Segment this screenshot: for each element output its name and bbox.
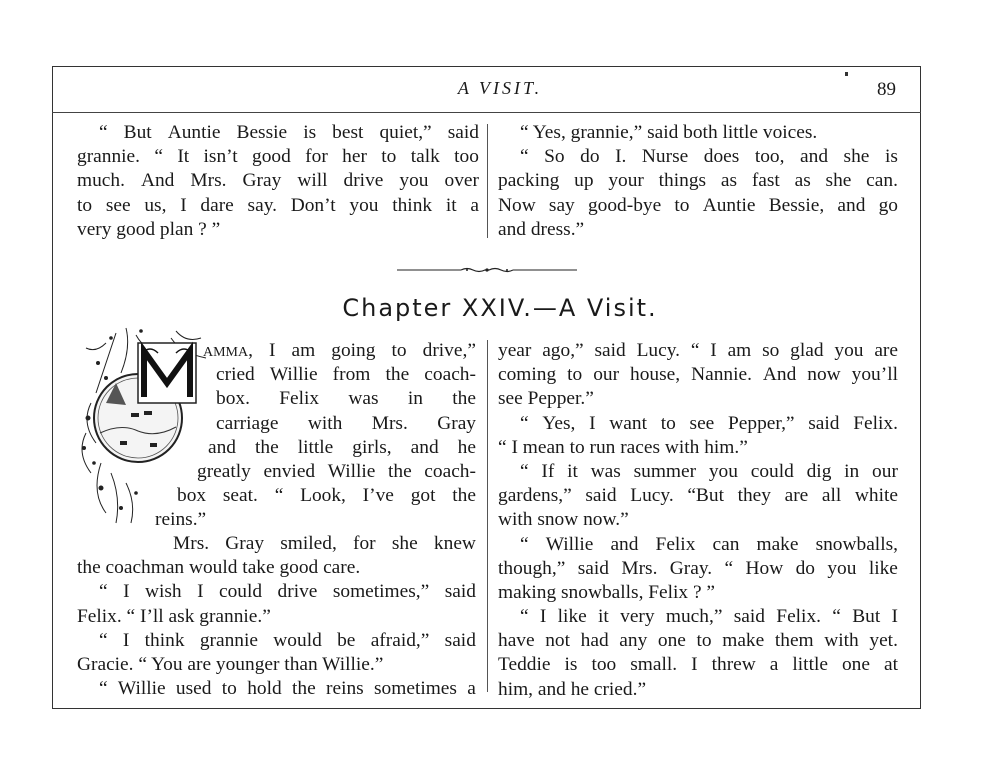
column-divider-bottom bbox=[487, 340, 488, 692]
word: are bbox=[874, 340, 898, 361]
word: grannie bbox=[199, 629, 258, 651]
word: fast bbox=[751, 170, 780, 192]
word: wish bbox=[144, 581, 182, 603]
word: and bbox=[800, 146, 829, 168]
word: our bbox=[593, 364, 620, 386]
word: am bbox=[291, 340, 316, 361]
word: go bbox=[878, 194, 898, 216]
word: a bbox=[470, 194, 479, 216]
word: see bbox=[105, 194, 131, 216]
word: “ bbox=[832, 606, 841, 628]
word: white bbox=[854, 485, 898, 507]
word: year bbox=[498, 340, 532, 361]
word: up bbox=[574, 170, 594, 192]
word: one bbox=[657, 630, 686, 652]
word: to bbox=[391, 340, 407, 361]
word: said bbox=[808, 412, 840, 434]
word: reins bbox=[326, 678, 364, 700]
word: much,” bbox=[665, 606, 723, 628]
word: does bbox=[703, 146, 740, 168]
word: you’ll bbox=[851, 364, 898, 386]
word: yet. bbox=[869, 630, 898, 652]
word: I bbox=[180, 194, 187, 216]
text-line bbox=[498, 412, 898, 436]
word: “ bbox=[99, 678, 108, 700]
word: And bbox=[140, 170, 175, 192]
word: afraid,” bbox=[370, 629, 430, 651]
word: so bbox=[762, 340, 780, 361]
word: now bbox=[807, 364, 841, 386]
text-line bbox=[177, 484, 476, 508]
text-line bbox=[498, 557, 898, 581]
word: was bbox=[590, 460, 621, 482]
word: you bbox=[349, 194, 379, 216]
word: best bbox=[332, 122, 364, 143]
word: do bbox=[795, 557, 815, 579]
text-line bbox=[77, 194, 479, 218]
word: things bbox=[658, 170, 707, 192]
word: with bbox=[824, 630, 859, 652]
word: you bbox=[834, 340, 864, 361]
text-line: see Pepper.” bbox=[498, 388, 594, 410]
word: the bbox=[255, 436, 279, 458]
word: Lucy. bbox=[636, 340, 680, 361]
word: Felix. bbox=[776, 606, 821, 628]
word: But bbox=[123, 122, 152, 143]
word: quiet,” bbox=[379, 122, 432, 143]
ornament-divider bbox=[397, 267, 577, 273]
word: all bbox=[821, 485, 842, 507]
word: drive bbox=[277, 581, 318, 603]
word: If bbox=[541, 460, 555, 482]
word: the bbox=[291, 678, 316, 700]
word: Gray. bbox=[669, 557, 713, 579]
word: to bbox=[381, 146, 397, 168]
word: “ bbox=[274, 485, 284, 507]
word: little bbox=[792, 654, 828, 676]
word: in bbox=[844, 460, 860, 482]
word: “ bbox=[520, 606, 529, 628]
word: with bbox=[307, 412, 343, 434]
text-line bbox=[498, 484, 898, 508]
word: Gray bbox=[437, 412, 476, 434]
word: from bbox=[332, 364, 371, 386]
word: in bbox=[407, 388, 423, 410]
word: amma, bbox=[203, 340, 253, 361]
text-line: and dress.” bbox=[498, 218, 585, 240]
top-right-column bbox=[498, 121, 898, 242]
text-line bbox=[77, 580, 476, 604]
word: was bbox=[348, 388, 379, 410]
running-title: A VISIT. bbox=[457, 78, 543, 98]
word: you bbox=[399, 170, 429, 192]
word: Bessie bbox=[236, 122, 288, 143]
text-line: with snow now.” bbox=[498, 509, 629, 531]
word: Mrs. bbox=[173, 533, 210, 554]
word: I bbox=[122, 629, 130, 651]
word: is bbox=[884, 146, 898, 168]
word: and bbox=[208, 436, 236, 458]
word: our bbox=[872, 460, 898, 482]
word: the bbox=[452, 485, 476, 507]
word: you bbox=[827, 557, 857, 579]
word: Pepper,” bbox=[728, 412, 795, 434]
word: packing bbox=[498, 170, 560, 192]
word: said bbox=[733, 606, 765, 628]
word: though,” bbox=[498, 557, 566, 579]
word: I bbox=[891, 606, 898, 628]
word: talk bbox=[410, 146, 440, 168]
word: threw bbox=[711, 654, 756, 676]
word: are bbox=[784, 485, 809, 507]
word: Mrs. bbox=[371, 412, 408, 434]
word: “ bbox=[99, 581, 108, 603]
word: used bbox=[175, 678, 212, 700]
page-number: 89 bbox=[877, 79, 896, 100]
word: dare bbox=[200, 194, 234, 216]
word: grannie. bbox=[77, 146, 140, 168]
word: one bbox=[841, 654, 870, 676]
word: to bbox=[674, 194, 690, 216]
word: dig bbox=[806, 460, 832, 482]
word: smiled, bbox=[280, 533, 337, 554]
word: Willie bbox=[327, 460, 376, 482]
word: it bbox=[598, 606, 609, 628]
word: she bbox=[843, 146, 870, 168]
word: I bbox=[539, 606, 547, 628]
word: as bbox=[720, 170, 738, 192]
word: But bbox=[852, 606, 881, 628]
column-divider-top bbox=[487, 124, 488, 238]
word: it bbox=[445, 194, 457, 216]
word: Nannie. bbox=[691, 364, 752, 386]
word: too, bbox=[754, 146, 785, 168]
word: “ bbox=[520, 412, 529, 434]
word: summer bbox=[633, 460, 697, 482]
word: sometimes bbox=[374, 678, 457, 700]
text-line bbox=[498, 629, 898, 653]
word: carriage bbox=[216, 412, 279, 434]
word: Now bbox=[498, 194, 536, 216]
text-line: the coachman would take good care. bbox=[77, 557, 361, 579]
word: drive,” bbox=[422, 340, 476, 361]
word: Look, bbox=[300, 485, 346, 507]
word: small. bbox=[630, 654, 678, 676]
word: “ bbox=[99, 629, 108, 651]
word: he bbox=[457, 436, 476, 458]
word: isn’t bbox=[203, 146, 238, 168]
word: seat. bbox=[222, 485, 258, 507]
word: And bbox=[762, 364, 797, 386]
word: they bbox=[737, 485, 771, 507]
word: house, bbox=[630, 364, 681, 386]
text-line: Felix. “ I’ll ask grannie.” bbox=[77, 605, 271, 627]
word: Don’t bbox=[290, 194, 336, 216]
text-line bbox=[208, 436, 476, 460]
word: to bbox=[567, 364, 583, 386]
word: want bbox=[609, 412, 647, 434]
word: box. bbox=[216, 388, 250, 410]
word: can bbox=[712, 533, 740, 555]
text-line bbox=[498, 460, 898, 484]
word: for bbox=[353, 533, 376, 554]
word: glad bbox=[790, 340, 824, 361]
word: knew bbox=[433, 533, 476, 554]
word: it bbox=[567, 460, 578, 482]
text-line bbox=[498, 363, 898, 387]
text-line: making snowballs, Felix ? ” bbox=[498, 581, 716, 603]
text-line bbox=[498, 194, 898, 218]
word: Bessie, bbox=[768, 194, 825, 216]
word: coach- bbox=[424, 460, 476, 482]
word: and bbox=[410, 436, 439, 458]
text-line bbox=[77, 121, 479, 145]
word: I bbox=[691, 654, 698, 676]
text-line bbox=[197, 460, 476, 484]
word: make bbox=[756, 533, 799, 555]
text-line bbox=[498, 169, 898, 193]
word: Felix bbox=[279, 388, 320, 410]
word: I bbox=[710, 340, 717, 361]
text-line bbox=[498, 339, 898, 363]
word: is bbox=[564, 654, 578, 676]
word: coach- bbox=[424, 364, 476, 386]
word: Gray bbox=[225, 533, 265, 554]
word: the bbox=[385, 364, 410, 386]
word: ago,” bbox=[542, 340, 584, 361]
word: to bbox=[221, 678, 237, 700]
word: say. bbox=[247, 194, 277, 216]
word: much. bbox=[77, 170, 125, 192]
word: the bbox=[388, 460, 412, 482]
word: think bbox=[392, 194, 433, 216]
bottom-left-column bbox=[77, 532, 476, 701]
word: for bbox=[305, 146, 328, 168]
word: be bbox=[337, 629, 356, 651]
word: said bbox=[447, 122, 479, 143]
word: Willie bbox=[117, 678, 166, 700]
word: she bbox=[391, 533, 418, 554]
text-line: “ I mean to run races with him.” bbox=[498, 436, 748, 458]
word: Felix. bbox=[853, 412, 898, 434]
text-line bbox=[498, 605, 898, 629]
word: Mrs. bbox=[621, 557, 658, 579]
word: to bbox=[660, 412, 676, 434]
word: said bbox=[444, 629, 476, 651]
word: Auntie bbox=[702, 194, 756, 216]
word: Willie bbox=[269, 364, 318, 386]
word: “ bbox=[520, 460, 529, 482]
word: good-bye bbox=[587, 194, 662, 216]
word: cried bbox=[216, 364, 255, 386]
text-line bbox=[77, 532, 476, 556]
word: and bbox=[837, 194, 866, 216]
word: Mrs. bbox=[190, 170, 227, 192]
word: said bbox=[577, 557, 609, 579]
word: said bbox=[585, 485, 617, 507]
word: have bbox=[498, 630, 535, 652]
word: girls, bbox=[352, 436, 392, 458]
word: Teddie bbox=[498, 654, 551, 676]
word: “But bbox=[687, 485, 724, 507]
word: very bbox=[620, 606, 655, 628]
word: too bbox=[591, 654, 617, 676]
word: and bbox=[610, 533, 639, 555]
word: can. bbox=[866, 170, 898, 192]
word: at bbox=[883, 654, 898, 676]
word: Auntie bbox=[167, 122, 221, 143]
word: “ bbox=[690, 340, 700, 361]
word: Willie bbox=[545, 533, 594, 555]
word: said bbox=[444, 581, 476, 603]
word: could bbox=[750, 460, 794, 482]
text-line bbox=[498, 653, 898, 677]
word: like bbox=[868, 557, 898, 579]
word: I bbox=[589, 412, 596, 434]
word: little bbox=[297, 436, 334, 458]
word: I bbox=[123, 581, 130, 603]
word: had bbox=[580, 630, 609, 652]
word: I’ve bbox=[362, 485, 394, 507]
text-line bbox=[77, 169, 479, 193]
word: her bbox=[342, 146, 367, 168]
word: will bbox=[297, 170, 328, 192]
word: “ bbox=[724, 557, 734, 579]
word: good bbox=[252, 146, 291, 168]
word: envied bbox=[263, 460, 316, 482]
text-line bbox=[77, 677, 476, 701]
word: us, bbox=[144, 194, 167, 216]
text-line bbox=[498, 145, 898, 169]
word: too bbox=[454, 146, 479, 168]
word: think bbox=[144, 629, 185, 651]
text-line: Gracie. “ You are younger than Willie.” bbox=[77, 653, 384, 675]
text-line: very good plan ? ” bbox=[77, 218, 221, 240]
word: I bbox=[197, 581, 204, 603]
word: Nurse bbox=[641, 146, 689, 168]
word: am bbox=[727, 340, 752, 361]
word: I bbox=[269, 340, 276, 361]
word: say bbox=[548, 194, 575, 216]
word: “ bbox=[520, 146, 529, 168]
word: I. bbox=[615, 146, 627, 168]
word: any bbox=[619, 630, 648, 652]
text-line: him, and he cried.” bbox=[498, 678, 647, 700]
word: your bbox=[608, 170, 644, 192]
word: How bbox=[745, 557, 784, 579]
word: box bbox=[177, 485, 207, 507]
word: sometimes,” bbox=[332, 581, 430, 603]
word: snowballs, bbox=[815, 533, 898, 555]
word: a bbox=[467, 678, 476, 700]
word: like bbox=[557, 606, 587, 628]
word: said bbox=[594, 340, 626, 361]
text-line bbox=[498, 533, 898, 557]
top-left-column bbox=[77, 121, 479, 242]
text-line bbox=[216, 363, 476, 387]
word: over bbox=[444, 170, 479, 192]
word: them bbox=[774, 630, 814, 652]
word: see bbox=[689, 412, 715, 434]
text-line bbox=[77, 145, 479, 169]
word: would bbox=[273, 629, 322, 651]
word: you bbox=[708, 460, 738, 482]
word: Yes, bbox=[542, 412, 576, 434]
text-line: “ Yes, grannie,” said both little voices. bbox=[520, 122, 818, 143]
word: gardens,” bbox=[498, 485, 572, 507]
word: to bbox=[77, 194, 93, 216]
text-line bbox=[216, 412, 476, 436]
word: drive bbox=[343, 170, 384, 192]
word: So bbox=[544, 146, 565, 168]
text-line bbox=[77, 629, 476, 653]
text-line bbox=[203, 339, 476, 363]
word: to bbox=[696, 630, 712, 652]
bottom-right-column bbox=[498, 339, 898, 702]
text-line bbox=[216, 387, 476, 411]
word: “ bbox=[520, 533, 529, 555]
bottom-left-initial-wrap bbox=[155, 339, 476, 533]
word: greatly bbox=[197, 460, 251, 482]
text-line: reins.” bbox=[155, 509, 207, 531]
word: make bbox=[722, 630, 765, 652]
word: Felix bbox=[655, 533, 696, 555]
word: “ bbox=[154, 146, 163, 168]
word: not bbox=[545, 630, 571, 652]
word: she bbox=[825, 170, 852, 192]
chapter-heading: Chapter XXIV.—A Visit. bbox=[342, 294, 658, 322]
word: could bbox=[219, 581, 263, 603]
word: Gray bbox=[242, 170, 282, 192]
word: “ bbox=[99, 122, 108, 143]
word: coming bbox=[498, 364, 557, 386]
ink-speck bbox=[845, 72, 848, 76]
word: going bbox=[331, 340, 376, 361]
header-rule bbox=[52, 112, 921, 113]
word: a bbox=[769, 654, 779, 676]
word: as bbox=[794, 170, 811, 192]
word: Lucy. bbox=[630, 485, 674, 507]
word: do bbox=[580, 146, 600, 168]
word: is bbox=[303, 122, 317, 143]
word: got bbox=[410, 485, 436, 507]
word: hold bbox=[247, 678, 282, 700]
word: the bbox=[452, 388, 476, 410]
word: It bbox=[177, 146, 190, 168]
